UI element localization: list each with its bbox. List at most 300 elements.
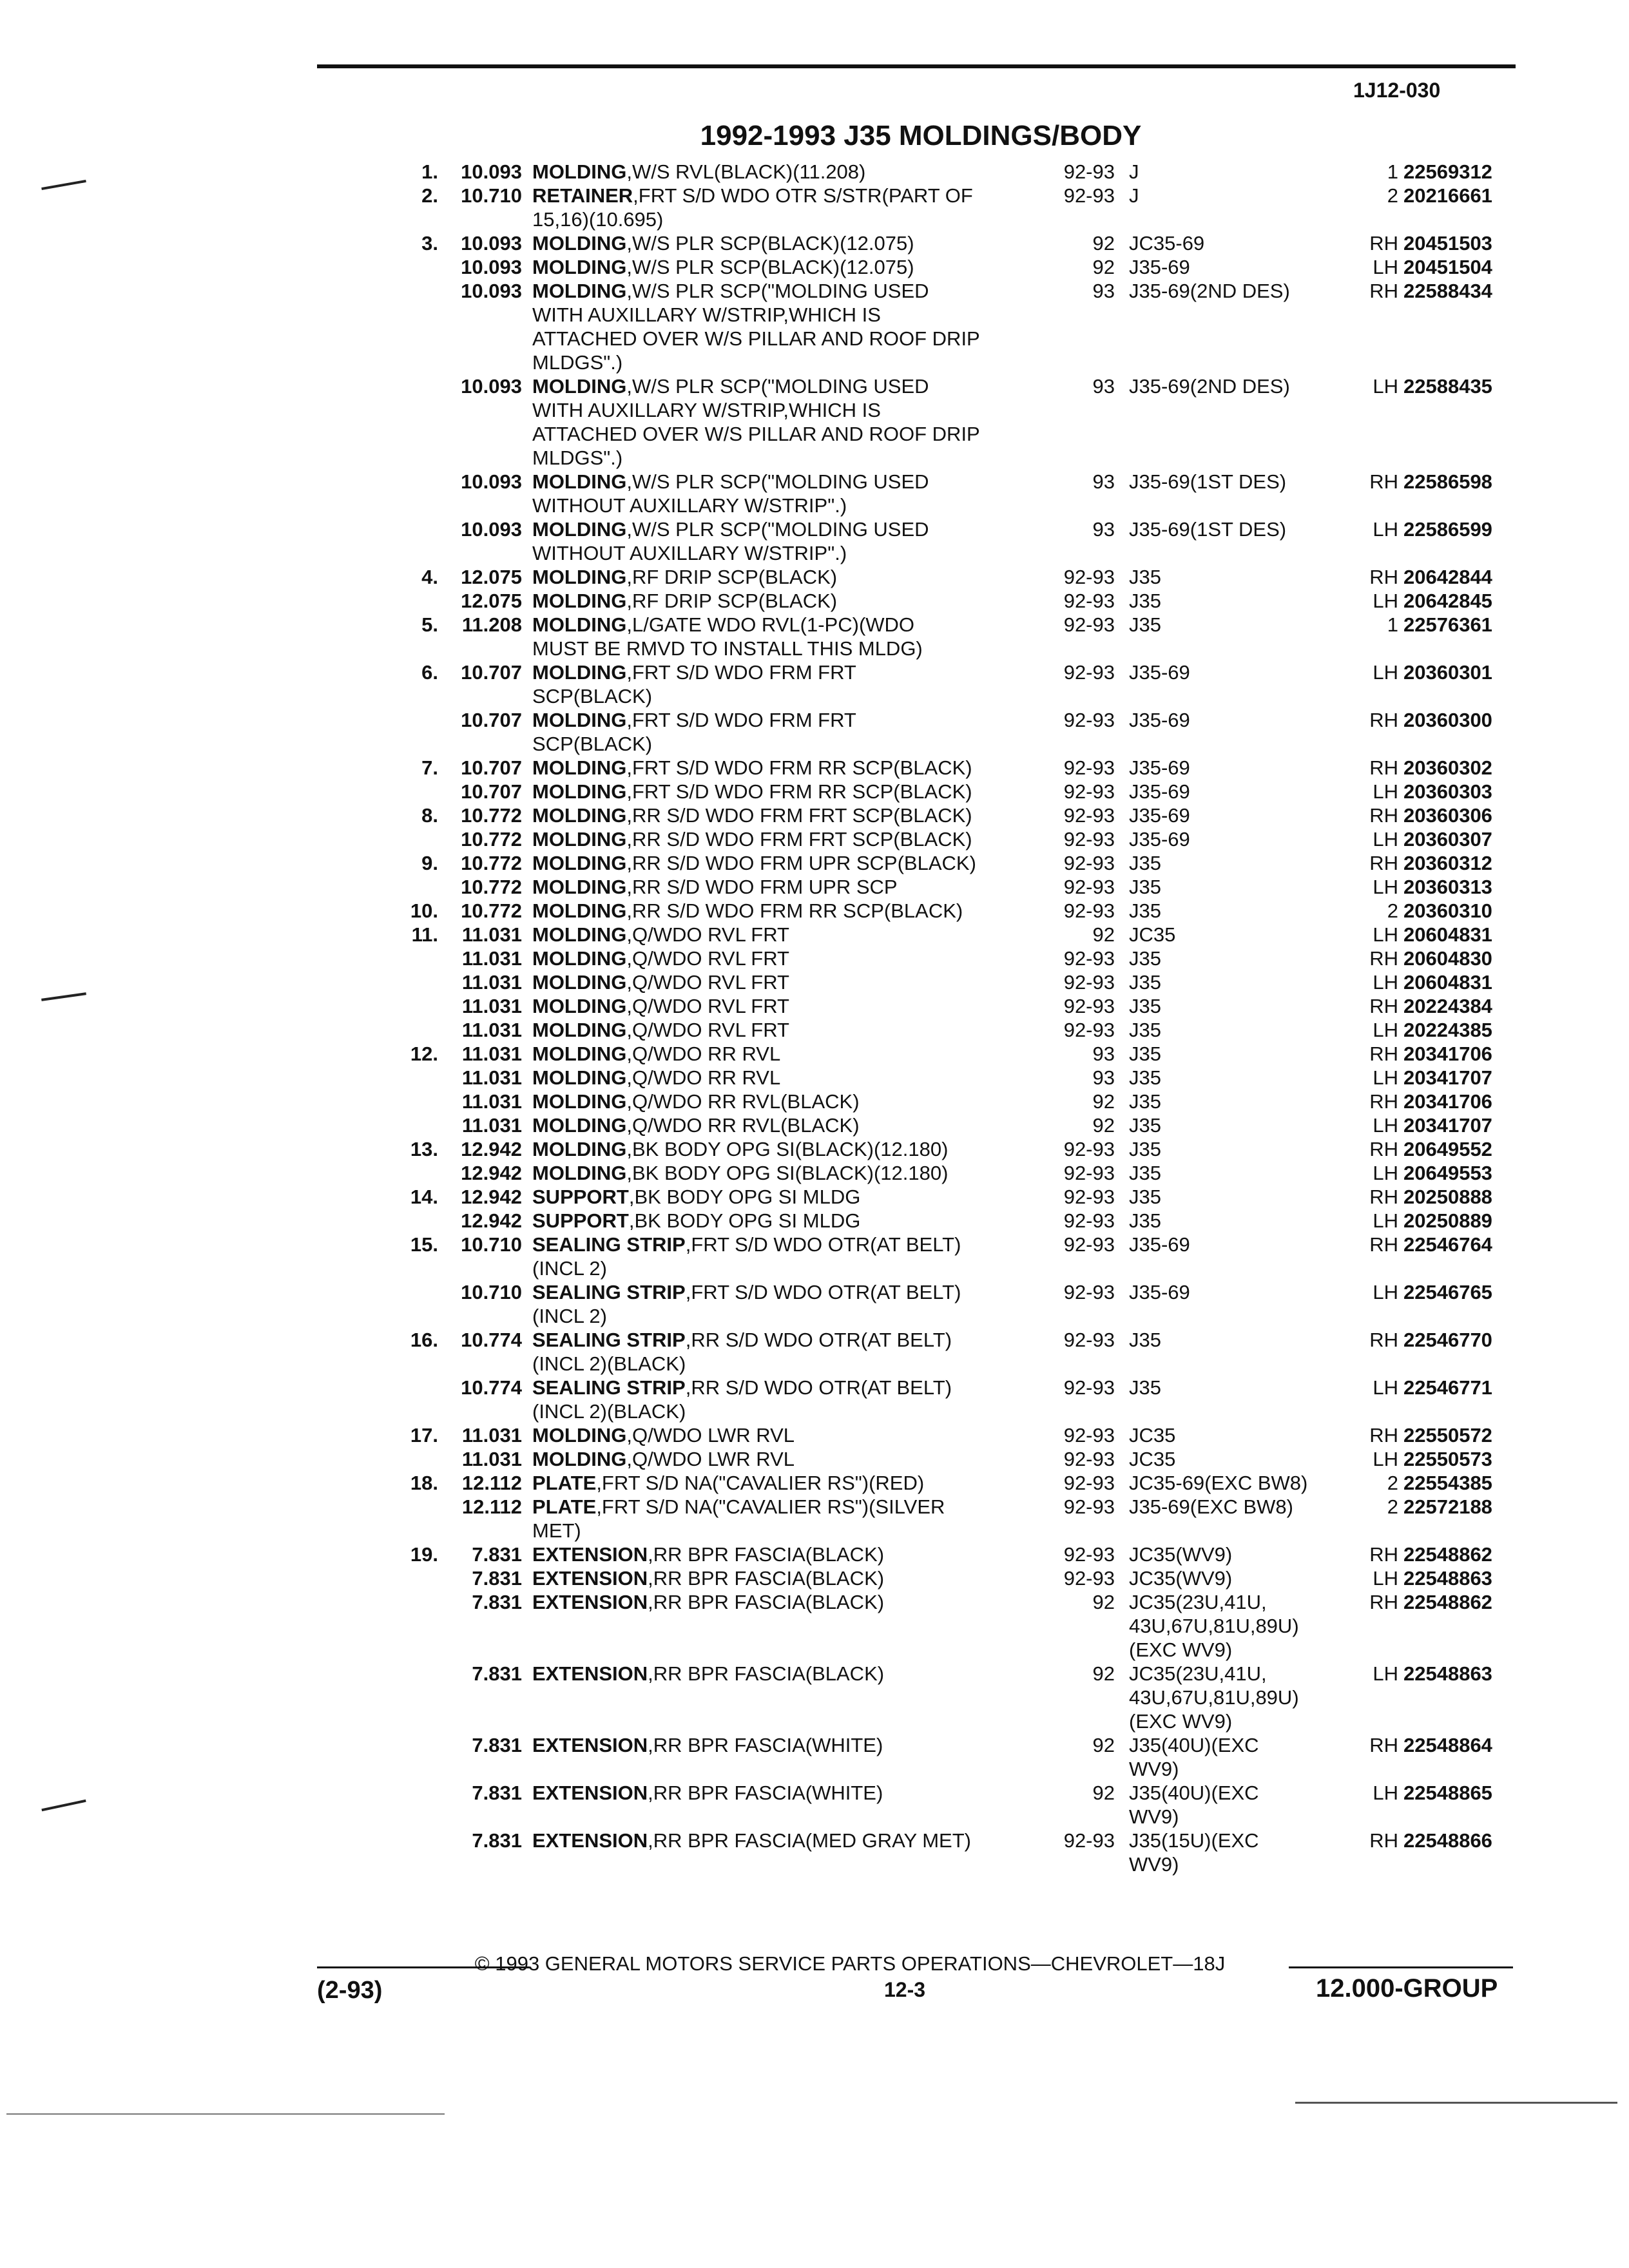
model-year: 93: [1092, 280, 1115, 302]
part-detail: ,RR S/D WDO FRM UPR SCP(BLACK): [626, 852, 976, 874]
part-name: MOLDING: [532, 804, 627, 827]
model-code: WV9): [1129, 1758, 1179, 1780]
table-row: [0, 1185, 1629, 1209]
part-name: MOLDING: [532, 1162, 627, 1184]
group-number: 10.093: [461, 470, 522, 493]
part-description: [532, 660, 856, 684]
table-row: [0, 1328, 1629, 1352]
ref-number: 14.: [410, 1186, 438, 1208]
part-description: [532, 279, 929, 303]
part-name: MOLDING: [532, 280, 627, 302]
ref-number: 1.: [421, 160, 438, 183]
model-year: 93: [1092, 1066, 1115, 1089]
part-detail: MLDGS".): [532, 351, 623, 374]
quantity-or-side: RH: [1369, 1543, 1398, 1566]
part-description: [532, 1137, 948, 1161]
quantity-or-side: LH: [1373, 375, 1398, 398]
quantity-or-side: RH: [1369, 756, 1398, 779]
group-number: 10.774: [461, 1329, 522, 1351]
ref-number: 17.: [410, 1424, 438, 1446]
table-row: [0, 1542, 1629, 1566]
footer-rule-right: [1289, 1966, 1513, 1968]
quantity-or-side: 1: [1387, 613, 1398, 636]
part-description: [532, 1066, 780, 1090]
ref-number: 16.: [410, 1329, 438, 1351]
table-row: [0, 1447, 1629, 1471]
quantity-or-side: RH: [1369, 1829, 1398, 1852]
model-year: 92-93: [1063, 1019, 1115, 1041]
part-detail: ,W/S PLR SCP(BLACK)(12.075): [626, 232, 914, 255]
part-detail: ,W/S RVL(BLACK)(11.208): [626, 160, 866, 183]
part-name: MOLDING: [532, 923, 627, 946]
part-detail: ,FRT S/D NA("CAVALIER RS")(SILVER: [596, 1495, 945, 1518]
part-name: MOLDING: [532, 470, 627, 493]
table-row: [0, 923, 1629, 947]
part-number: 20604831: [1403, 923, 1492, 946]
part-description: [532, 1733, 883, 1757]
group-number: 7.831: [472, 1567, 522, 1590]
model-code: J35-69: [1129, 756, 1190, 779]
part-number: 20360300: [1403, 709, 1492, 731]
model-year: 92-93: [1063, 1495, 1115, 1518]
group-number: 10.772: [461, 828, 522, 850]
part-detail: WITHOUT AUXILLARY W/STRIP".): [532, 494, 847, 517]
table-row: [0, 1304, 1629, 1328]
part-description: [532, 160, 865, 184]
part-name: RETAINER: [532, 184, 633, 207]
part-description: [532, 1590, 884, 1614]
quantity-or-side: LH: [1373, 876, 1398, 898]
part-description: [532, 1328, 952, 1352]
part-name: MOLDING: [532, 1424, 627, 1446]
part-description: [532, 851, 976, 875]
group-number: 10.710: [461, 184, 522, 207]
part-number: 22548863: [1403, 1662, 1492, 1685]
part-description: [532, 923, 789, 947]
part-number: 22546764: [1403, 1233, 1492, 1256]
model-code: JC35: [1129, 923, 1176, 946]
quantity-or-side: LH: [1373, 1662, 1398, 1685]
part-name: EXTENSION: [532, 1782, 648, 1804]
part-description: [532, 184, 973, 207]
table-row: [0, 1018, 1629, 1042]
quantity-or-side: RH: [1369, 1186, 1398, 1208]
model-year: 92-93: [1063, 1448, 1115, 1470]
group-number: 10.093: [461, 518, 522, 541]
model-year: 92-93: [1063, 590, 1115, 612]
model-year: 92-93: [1063, 852, 1115, 874]
model-year: 92-93: [1063, 613, 1115, 636]
group-number: 11.208: [461, 613, 522, 636]
part-detail: ,BK BODY OPG SI MLDG: [628, 1209, 861, 1232]
model-year: 92-93: [1063, 566, 1115, 588]
model-code: J35-69: [1129, 1233, 1190, 1256]
model-code: J35: [1129, 1090, 1161, 1113]
part-name: MOLDING: [532, 995, 627, 1017]
part-detail: ,Q/WDO LWR RVL: [626, 1448, 795, 1470]
part-name: EXTENSION: [532, 1567, 648, 1590]
part-name: MOLDING: [532, 518, 627, 541]
group-number: 12.942: [461, 1209, 522, 1232]
part-number: 20360313: [1403, 876, 1492, 898]
part-description: [532, 1423, 795, 1447]
quantity-or-side: RH: [1369, 1043, 1398, 1065]
model-year: 92-93: [1063, 828, 1115, 850]
part-number: 20250889: [1403, 1209, 1492, 1232]
quantity-or-side: RH: [1369, 1090, 1398, 1113]
part-description: [532, 374, 929, 398]
scan-edge-line: [6, 2113, 445, 2115]
quantity-or-side: LH: [1373, 518, 1398, 541]
quantity-or-side: LH: [1373, 1567, 1398, 1590]
model-code: J35: [1129, 613, 1161, 636]
model-year: 92-93: [1063, 1162, 1115, 1184]
part-detail: ,RR S/D WDO OTR(AT BELT): [685, 1329, 952, 1351]
part-description: [532, 1519, 581, 1542]
model-year: 93: [1092, 518, 1115, 541]
part-name: EXTENSION: [532, 1591, 648, 1613]
quantity-or-side: RH: [1369, 280, 1398, 302]
table-row: [0, 1161, 1629, 1185]
group-number: 11.031: [461, 1448, 522, 1470]
part-description: [532, 207, 663, 231]
part-description: [532, 1161, 948, 1185]
part-detail: ,RR BPR FASCIA(BLACK): [648, 1591, 885, 1613]
part-description: [532, 422, 980, 446]
part-description: [532, 1090, 860, 1113]
model-year: 92-93: [1063, 1472, 1115, 1494]
model-code: J35: [1129, 1043, 1161, 1065]
table-row: [0, 207, 1629, 231]
model-code: J35-69: [1129, 780, 1190, 803]
part-number: 20224385: [1403, 1019, 1492, 1041]
group-number: 12.075: [461, 566, 522, 588]
ref-number: 3.: [421, 232, 438, 255]
model-code: J35-69(EXC BW8): [1129, 1495, 1293, 1518]
part-number: 20451504: [1403, 256, 1492, 278]
part-number: 22548862: [1403, 1543, 1492, 1566]
table-row: [0, 184, 1629, 207]
group-number: 10.772: [461, 852, 522, 874]
quantity-or-side: RH: [1369, 1591, 1398, 1613]
table-row: [0, 1852, 1629, 1876]
table-row: [0, 1233, 1629, 1256]
model-year: 93: [1092, 375, 1115, 398]
model-code: J: [1129, 160, 1139, 183]
footer-group: 12.000-GROUP: [1316, 1974, 1498, 2003]
footer-date: (2-93): [317, 1977, 383, 2004]
group-number: 11.031: [461, 1114, 522, 1137]
part-name: MOLDING: [532, 613, 627, 636]
ref-number: 12.: [410, 1043, 438, 1065]
table-row: [0, 1638, 1629, 1662]
part-description: [532, 708, 856, 732]
group-number: 10.707: [461, 709, 522, 731]
part-detail: ,RR S/D WDO FRM UPR SCP: [626, 876, 898, 898]
part-detail: ,RR S/D WDO FRM FRT SCP(BLACK): [626, 828, 972, 850]
part-description: [532, 970, 789, 994]
part-detail: SCP(BLACK): [532, 685, 653, 707]
group-number: 10.093: [461, 160, 522, 183]
part-description: [532, 1256, 607, 1280]
model-year: 92-93: [1063, 184, 1115, 207]
group-number: 12.075: [461, 590, 522, 612]
part-description: [532, 1042, 780, 1066]
model-year: 92-93: [1063, 995, 1115, 1017]
quantity-or-side: RH: [1369, 947, 1398, 970]
part-description: [532, 351, 622, 374]
part-description: [532, 780, 972, 803]
part-number: 20341706: [1403, 1043, 1492, 1065]
model-code: JC35: [1129, 1448, 1176, 1470]
part-number: 20642844: [1403, 566, 1492, 588]
table-row: [0, 446, 1629, 470]
model-code: J35-69(2ND DES): [1129, 280, 1290, 302]
model-year: 92: [1092, 1782, 1115, 1804]
ref-number: 5.: [421, 613, 438, 636]
part-detail: MUST BE RMVD TO INSTALL THIS MLDG): [532, 637, 923, 660]
quantity-or-side: RH: [1369, 709, 1398, 731]
model-year: 93: [1092, 1043, 1115, 1065]
part-number: 20604830: [1403, 947, 1492, 970]
group-number: 12.942: [461, 1186, 522, 1208]
quantity-or-side: RH: [1369, 804, 1398, 827]
part-detail: ,Q/WDO RR RVL: [626, 1066, 781, 1089]
group-number: 10.710: [461, 1233, 522, 1256]
part-number: 20360307: [1403, 828, 1492, 850]
model-year: 92-93: [1063, 160, 1115, 183]
part-detail: ,FRT S/D WDO FRM RR SCP(BLACK): [626, 780, 972, 803]
part-detail: ,Q/WDO RVL FRT: [626, 923, 789, 946]
part-number: 22572188: [1403, 1495, 1492, 1518]
part-number: 22588435: [1403, 375, 1492, 398]
part-name: SEALING STRIP: [532, 1233, 686, 1256]
model-year: 92-93: [1063, 1424, 1115, 1446]
ref-number: 4.: [421, 566, 438, 588]
table-row: [0, 517, 1629, 541]
part-description: [532, 613, 914, 637]
model-code: J: [1129, 184, 1139, 207]
part-detail: ,FRT S/D WDO FRM RR SCP(BLACK): [626, 756, 972, 779]
part-name: EXTENSION: [532, 1543, 648, 1566]
part-description: [532, 803, 972, 827]
part-name: EXTENSION: [532, 1829, 648, 1852]
model-code: JC35: [1129, 1424, 1176, 1446]
part-description: [532, 517, 929, 541]
part-detail: ,BK BODY OPG SI MLDG: [628, 1186, 861, 1208]
group-number: 11.031: [461, 923, 522, 946]
group-number: 11.031: [461, 1043, 522, 1065]
table-row: [0, 637, 1629, 660]
part-detail: ,RR BPR FASCIA(BLACK): [648, 1662, 885, 1685]
part-description: [532, 827, 972, 851]
quantity-or-side: RH: [1369, 232, 1398, 255]
part-description: [532, 1376, 952, 1399]
part-number: 20250888: [1403, 1186, 1492, 1208]
part-detail: ,FRT S/D WDO FRM FRT: [626, 661, 856, 684]
quantity-or-side: LH: [1373, 1448, 1398, 1470]
model-code: JC35-69: [1129, 232, 1205, 255]
quantity-or-side: 2: [1387, 899, 1398, 922]
table-row: [0, 565, 1629, 589]
model-code: J35-69: [1129, 1281, 1190, 1303]
model-year: 92-93: [1063, 1186, 1115, 1208]
quantity-or-side: RH: [1369, 852, 1398, 874]
group-number: 7.831: [472, 1662, 522, 1685]
quantity-or-side: RH: [1369, 1138, 1398, 1160]
quantity-or-side: LH: [1373, 1114, 1398, 1137]
quantity-or-side: LH: [1373, 828, 1398, 850]
part-number: 20360306: [1403, 804, 1492, 827]
part-name: MOLDING: [532, 1090, 627, 1113]
part-detail: ,FRT S/D WDO OTR(AT BELT): [685, 1233, 961, 1256]
ref-number: 19.: [410, 1543, 438, 1566]
part-detail: ,Q/WDO RR RVL: [626, 1043, 781, 1065]
quantity-or-side: RH: [1369, 1734, 1398, 1756]
part-description: [532, 1662, 884, 1686]
part-number: 22586599: [1403, 518, 1492, 541]
part-name: SEALING STRIP: [532, 1376, 686, 1399]
part-description: [532, 1542, 884, 1566]
table-row: [0, 780, 1629, 803]
part-detail: (INCL 2): [532, 1305, 607, 1327]
table-row: [0, 1805, 1629, 1829]
part-detail: ,RR S/D WDO OTR(AT BELT): [685, 1376, 952, 1399]
table-row: [0, 1256, 1629, 1280]
model-code: J35: [1129, 852, 1161, 874]
part-number: 22546771: [1403, 1376, 1492, 1399]
part-description: [532, 1018, 789, 1042]
ref-number: 2.: [421, 184, 438, 207]
part-description: [532, 1781, 883, 1805]
model-code: JC35(23U,41U,: [1129, 1662, 1267, 1685]
group-number: 7.831: [472, 1782, 522, 1804]
model-code: J35-69: [1129, 256, 1190, 278]
model-code: J35: [1129, 1114, 1161, 1137]
group-number: 10.093: [461, 280, 522, 302]
quantity-or-side: 2: [1387, 1472, 1398, 1494]
table-row: [0, 613, 1629, 637]
model-year: 92: [1092, 1114, 1115, 1137]
model-code: 43U,67U,81U,89U): [1129, 1686, 1299, 1709]
model-code: J35: [1129, 1209, 1161, 1232]
table-row: [0, 899, 1629, 923]
footer-page-number: 12-3: [884, 1978, 926, 2001]
part-detail: ,FRT S/D WDO OTR S/STR(PART OF: [633, 184, 973, 207]
model-code: J35: [1129, 971, 1161, 994]
table-row: [0, 1709, 1629, 1733]
part-detail: ,L/GATE WDO RVL(1-PC)(WDO: [626, 613, 915, 636]
model-code: JC35(23U,41U,: [1129, 1591, 1267, 1613]
group-number: 10.707: [461, 780, 522, 803]
part-description: [532, 231, 914, 255]
group-number: 10.710: [461, 1281, 522, 1303]
model-year: 92: [1092, 1662, 1115, 1685]
model-code: J35-69: [1129, 661, 1190, 684]
part-number: 22554385: [1403, 1472, 1492, 1494]
table-row: [0, 1423, 1629, 1447]
model-code: WV9): [1129, 1805, 1179, 1828]
part-detail: ATTACHED OVER W/S PILLAR AND ROOF DRIP: [532, 327, 980, 350]
quantity-or-side: LH: [1373, 256, 1398, 278]
table-row: [0, 255, 1629, 279]
part-number: 20341707: [1403, 1066, 1492, 1089]
model-year: 92-93: [1063, 1829, 1115, 1852]
part-number: 20360310: [1403, 899, 1492, 922]
table-row: [0, 1280, 1629, 1304]
part-detail: ,Q/WDO LWR RVL: [626, 1424, 795, 1446]
table-row: [0, 1566, 1629, 1590]
model-year: 92-93: [1063, 709, 1115, 731]
model-year: 92-93: [1063, 876, 1115, 898]
model-code: J35: [1129, 1162, 1161, 1184]
part-description: [532, 1471, 924, 1495]
part-description: [532, 1113, 860, 1137]
part-number: 20642845: [1403, 590, 1492, 612]
part-description: [532, 541, 847, 565]
part-name: MOLDING: [532, 971, 627, 994]
model-year: 93: [1092, 470, 1115, 493]
part-detail: ,W/S PLR SCP(BLACK)(12.075): [626, 256, 914, 278]
model-year: 92-93: [1063, 947, 1115, 970]
table-row: [0, 1519, 1629, 1542]
part-detail: (INCL 2)(BLACK): [532, 1352, 686, 1375]
part-name: EXTENSION: [532, 1662, 648, 1685]
model-code: J35-69(2ND DES): [1129, 375, 1290, 398]
group-number: 10.093: [461, 232, 522, 255]
part-detail: WITH AUXILLARY W/STRIP,WHICH IS: [532, 303, 881, 326]
part-detail: ,W/S PLR SCP("MOLDING USED: [626, 375, 929, 398]
part-name: MOLDING: [532, 709, 627, 731]
ref-number: 10.: [410, 899, 438, 922]
model-year: 92-93: [1063, 1376, 1115, 1399]
table-row: [0, 994, 1629, 1018]
part-detail: WITHOUT AUXILLARY W/STRIP".): [532, 542, 847, 564]
part-name: MOLDING: [532, 756, 627, 779]
table-row: [0, 1209, 1629, 1233]
table-row: [0, 684, 1629, 708]
group-number: 7.831: [472, 1734, 522, 1756]
part-number: 20341707: [1403, 1114, 1492, 1137]
quantity-or-side: LH: [1373, 1066, 1398, 1089]
model-year: 92-93: [1063, 661, 1115, 684]
model-year: 92: [1092, 1090, 1115, 1113]
part-name: MOLDING: [532, 590, 627, 612]
model-year: 92-93: [1063, 1281, 1115, 1303]
part-detail: (INCL 2)(BLACK): [532, 1400, 686, 1423]
part-detail: ,FRT S/D WDO FRM FRT: [626, 709, 856, 731]
ref-number: 11.: [411, 923, 438, 946]
group-number: 7.831: [472, 1829, 522, 1852]
table-row: [0, 1662, 1629, 1686]
part-number: 20341706: [1403, 1090, 1492, 1113]
model-year: 92-93: [1063, 756, 1115, 779]
quantity-or-side: LH: [1373, 1209, 1398, 1232]
model-code: J35: [1129, 1376, 1161, 1399]
part-detail: ,RR S/D WDO FRM FRT SCP(BLACK): [626, 804, 972, 827]
ref-number: 8.: [421, 804, 438, 827]
part-number: 22569312: [1403, 160, 1492, 183]
group-number: 10.093: [461, 256, 522, 278]
part-description: [532, 1185, 860, 1209]
table-row: [0, 398, 1629, 422]
quantity-or-side: LH: [1373, 1019, 1398, 1041]
part-detail: ,Q/WDO RVL FRT: [626, 947, 789, 970]
quantity-or-side: 1: [1387, 160, 1398, 183]
part-name: MOLDING: [532, 828, 627, 850]
part-number: 20451503: [1403, 232, 1492, 255]
table-row: [0, 374, 1629, 398]
